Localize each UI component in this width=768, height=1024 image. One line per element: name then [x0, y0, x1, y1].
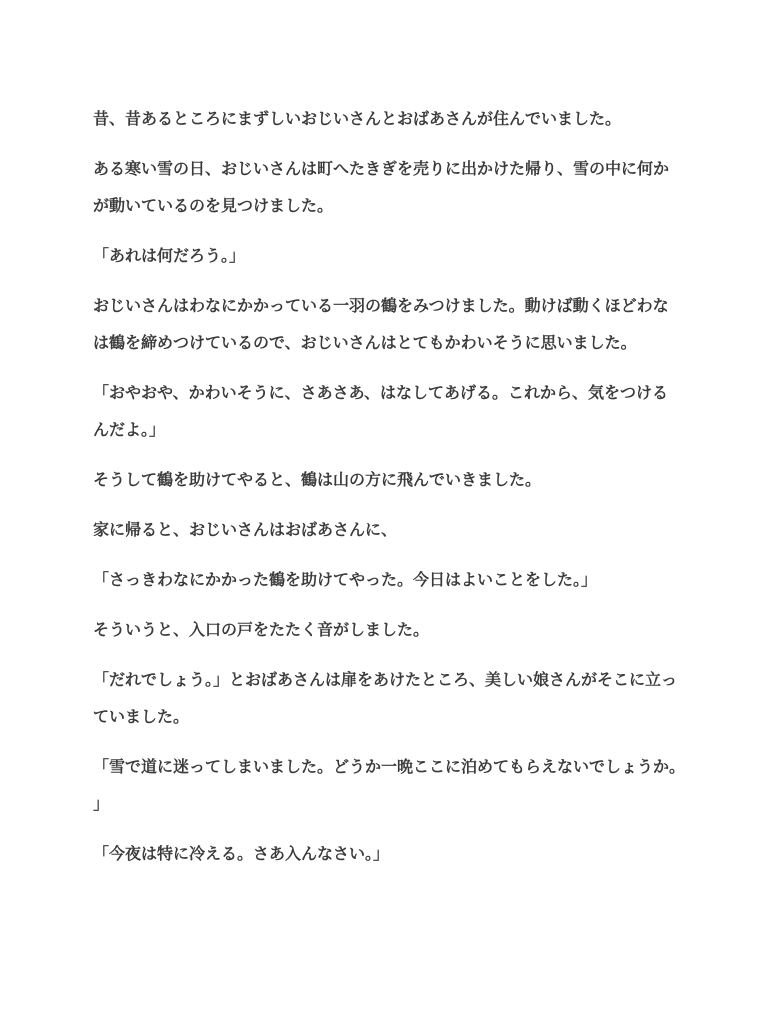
- paragraph-7: 家に帰ると、おじいさんはおばあさんに、: [93, 520, 398, 539]
- paragraph-6: そうして鶴を助けてやると、鶴は山の方に飛んでいきました。: [93, 470, 542, 489]
- paragraph-3: 「あれは何だろう。」: [93, 246, 246, 265]
- story-text: [93, 100, 683, 885]
- paragraph-2: ある寒い雪の日、おじいさんは町へたきぎを売りに出かけた帰り、雪の中に何かが動いているのを見つけました。: [93, 159, 670, 215]
- paragraph-11: 「雪で道に迷ってしまいました。どうか一晩ここに泊めてもらえないでしょうか。」: [93, 757, 678, 813]
- paragraph-1: 昔、昔あるところにまずしいおじいさんとおばあさんが住んでいました。: [93, 109, 622, 128]
- paragraph-8: 「さっきわなにかかった鶴を助けてやった。今日はよいことをした。」: [93, 570, 598, 589]
- paragraph-4: おじいさんはわなにかかっている一羽の鶴をみつけました。動けば動くほどわなは鶴を締めつけているので、おじいさんはとてもかわいそうに思いました。: [93, 296, 669, 352]
- paragraph-5: 「おやおや、かわいそうに、さあさあ、はなしてあげる。これから、気をつけるんだよ。」: [93, 383, 669, 439]
- paragraph-9: そういうと、入口の戸をたたく音がしました。: [93, 620, 430, 639]
- paragraph-10: 「だれでしょう。」とおばあさんは扉をあけたところ、美しい娘さんがそこに立っていました。: [93, 670, 678, 726]
- paragraph-12: 「今夜は特に冷える。さあ入んなさい。」: [93, 844, 390, 863]
